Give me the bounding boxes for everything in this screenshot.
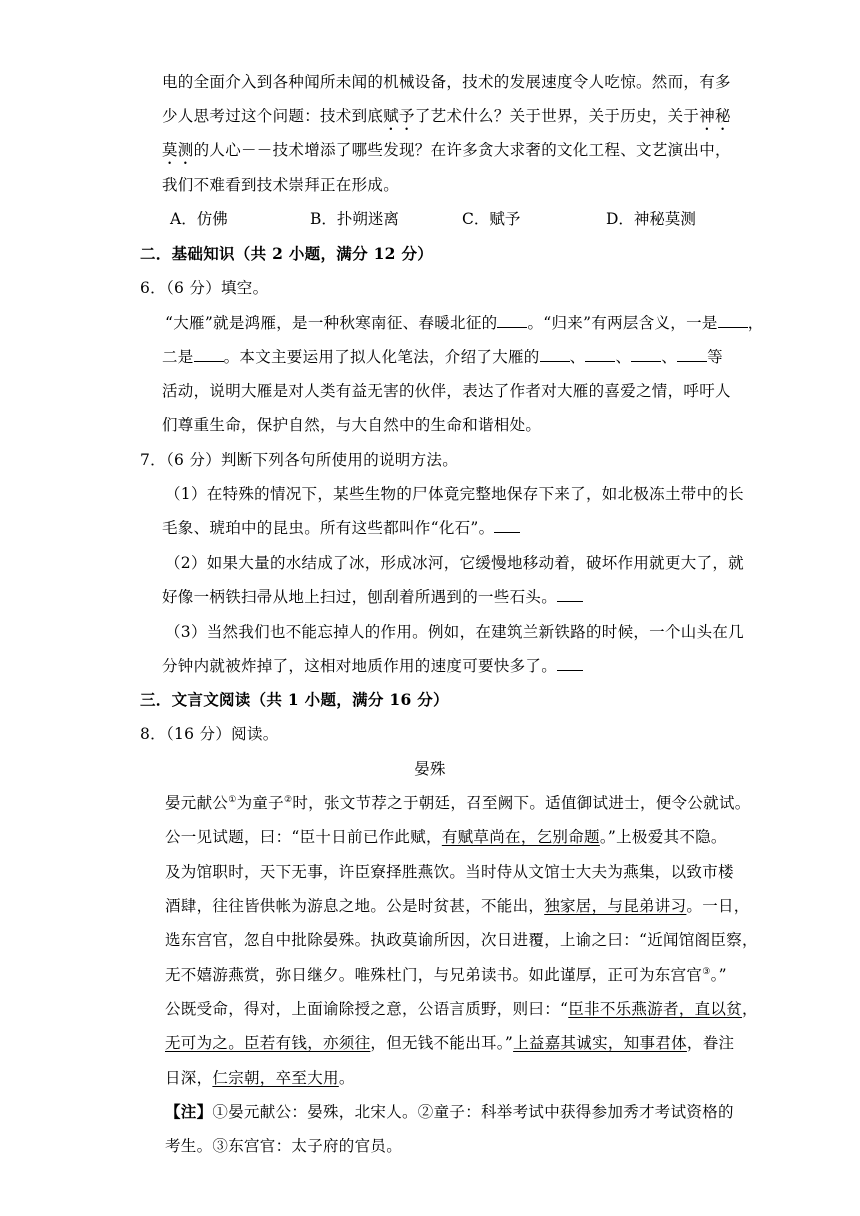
q5-option-d[interactable]: D．神秘莫测 <box>606 210 696 228</box>
passage-line-5: 选东宫官，忽自中批除晏殊。执政莫谕所因，次日进覆，上谕之曰：“近闻馆阁臣察， <box>165 931 758 949</box>
passage-line-9: 日深，仁宗朝，卒至大用。 <box>165 1069 355 1087</box>
q5-option-b[interactable]: B．扑朔迷离 <box>310 210 399 228</box>
blank[interactable] <box>497 326 527 328</box>
passage-line-2: 公一见试题，曰：“臣十日前已作此赋，有赋草尚在，乞别命题。”上极爱其不隐。 <box>165 828 727 846</box>
q6-stem: 6．（6 分）填空。 <box>140 279 269 297</box>
dotted-word: 神秘 <box>699 107 731 125</box>
note-line-1: 【注】①晏元献公：晏殊，北宋人。②童子：科举考试中获得参加秀才考试资格的 <box>165 1102 734 1121</box>
q5-passage-line-4: 我们不难看到技术崇拜正在形成。 <box>162 176 400 194</box>
dotted-word: 赋予 <box>383 107 415 125</box>
underlined-phrase: 独家居，与昆弟讲习 <box>544 897 687 915</box>
note-line-2: 考生。③东宫官：太子府的官员。 <box>165 1137 403 1155</box>
section-3-heading: 三．文言文阅读（共 1 小题，满分 16 分） <box>140 690 449 709</box>
q5-passage-line-2: 少人思考过这个问题：技术到底赋予了艺术什么？关于世界，关于历史，关于神秘 <box>162 107 731 125</box>
passage-line-7: 公既受命，得对，上面谕除授之意，公语言质野，则曰：“臣非不乐燕游者，直以贫， <box>165 1000 758 1018</box>
underlined-phrase: 臣非不乐燕游者，直以贫 <box>568 1000 743 1018</box>
section-2-heading: 二．基础知识（共 2 小题，满分 12 分） <box>140 244 434 263</box>
blank[interactable] <box>194 360 224 362</box>
blank[interactable] <box>585 360 615 362</box>
q7-s3-line-1: （3）当然我们也不能忘掉人的作用。例如，在建筑兰新铁路的时候，一个山头在几 <box>165 623 744 641</box>
q5-passage-line-1: 电的全面介入到各种闻所未闻的机械设备，技术的发展速度令人吃惊。然而，有多 <box>162 73 731 91</box>
q6-line-2: 二是 。本文主要运用了拟人化笔法，介绍了大雁的 、 、 、 等 <box>162 348 723 366</box>
q6-line-1: “大雁”就是鸿雁，是一种秋寒南征、春暖北征的 。“归来”有两层含义，一是 ， <box>165 314 764 332</box>
passage-title: 晏殊 <box>414 760 446 778</box>
q6-line-3: 活动，说明大雁是对人类有益无害的伙伴，表达了作者对大雁的喜爱之情，呼吁人 <box>162 382 731 400</box>
q5-option-a[interactable]: A．仿佛 <box>170 210 228 228</box>
blank[interactable] <box>494 531 520 533</box>
q8-stem: 8．（16 分）阅读。 <box>140 725 279 743</box>
q7-s2-line-2: 好像一柄铁扫帚从地上扫过，刨刮着所遇到的一些石头。 <box>162 585 583 607</box>
q5-passage-line-3: 莫测的人心－－技术增添了哪些发现？在许多贪大求奢的文化工程、文艺演出中， <box>162 141 731 159</box>
blank[interactable] <box>557 600 583 602</box>
underlined-phrase: 无可为之。臣若有钱，亦须往 <box>165 1034 371 1052</box>
blank[interactable] <box>718 326 748 328</box>
passage-line-8: 无可为之。臣若有钱，亦须往，但无钱不能出耳。”上益嘉其诚实，知事君体，眷注 <box>165 1034 735 1052</box>
q7-s1-line-1: （1）在特殊的情况下，某些生物的尸体竟完整地保存下来了，如北极冻土带中的长 <box>165 485 744 503</box>
passage-line-3: 及为馆职时，天下无事，许臣寮择胜燕饮。当时侍从文馆士大夫为燕集，以致市楼 <box>165 863 734 881</box>
underlined-phrase: 仁宗朝，卒至大用 <box>212 1069 339 1087</box>
passage-line-6: 无不嬉游燕赏，弥日继夕。唯殊杜门，与兄弟读书。如此谨厚，正可为东宫官③。” <box>165 966 727 984</box>
blank[interactable] <box>540 360 570 362</box>
q7-s3-line-2: 分钟内就被炸掉了，这相对地质作用的速度可要快多了。 <box>162 654 583 676</box>
q5-option-c[interactable]: C．赋予 <box>462 210 521 228</box>
passage-line-4: 酒肆，往往皆供帐为游息之地。公是时贫甚，不能出，独家居，与昆弟讲习。一日， <box>165 897 750 915</box>
blank[interactable] <box>557 669 583 671</box>
q6-line-4: 们尊重生命，保护自然，与大自然中的生命和谐相处。 <box>162 416 542 434</box>
passage-line-1: 晏元献公①为童子②时，张文节荐之于朝廷，召至阙下。适值御试进士，便令公就试。 <box>165 794 751 812</box>
q7-s1-line-2: 毛象、琥珀中的昆虫。所有这些都叫作“化石”。 <box>162 516 520 538</box>
dotted-word: 莫测 <box>162 141 194 159</box>
underlined-phrase: 上益嘉其诚实，知事君体 <box>513 1034 687 1052</box>
q7-stem: 7．（6 分）判断下列各句所使用的说明方法。 <box>140 451 459 469</box>
underlined-phrase: 有赋草尚在，乞别命题 <box>441 828 600 846</box>
blank[interactable] <box>677 360 707 362</box>
blank[interactable] <box>631 360 661 362</box>
q7-s2-line-1: （2）如果大量的水结成了冰，形成冰河，它缓慢地移动着，破坏作用就更大了，就 <box>165 554 744 572</box>
